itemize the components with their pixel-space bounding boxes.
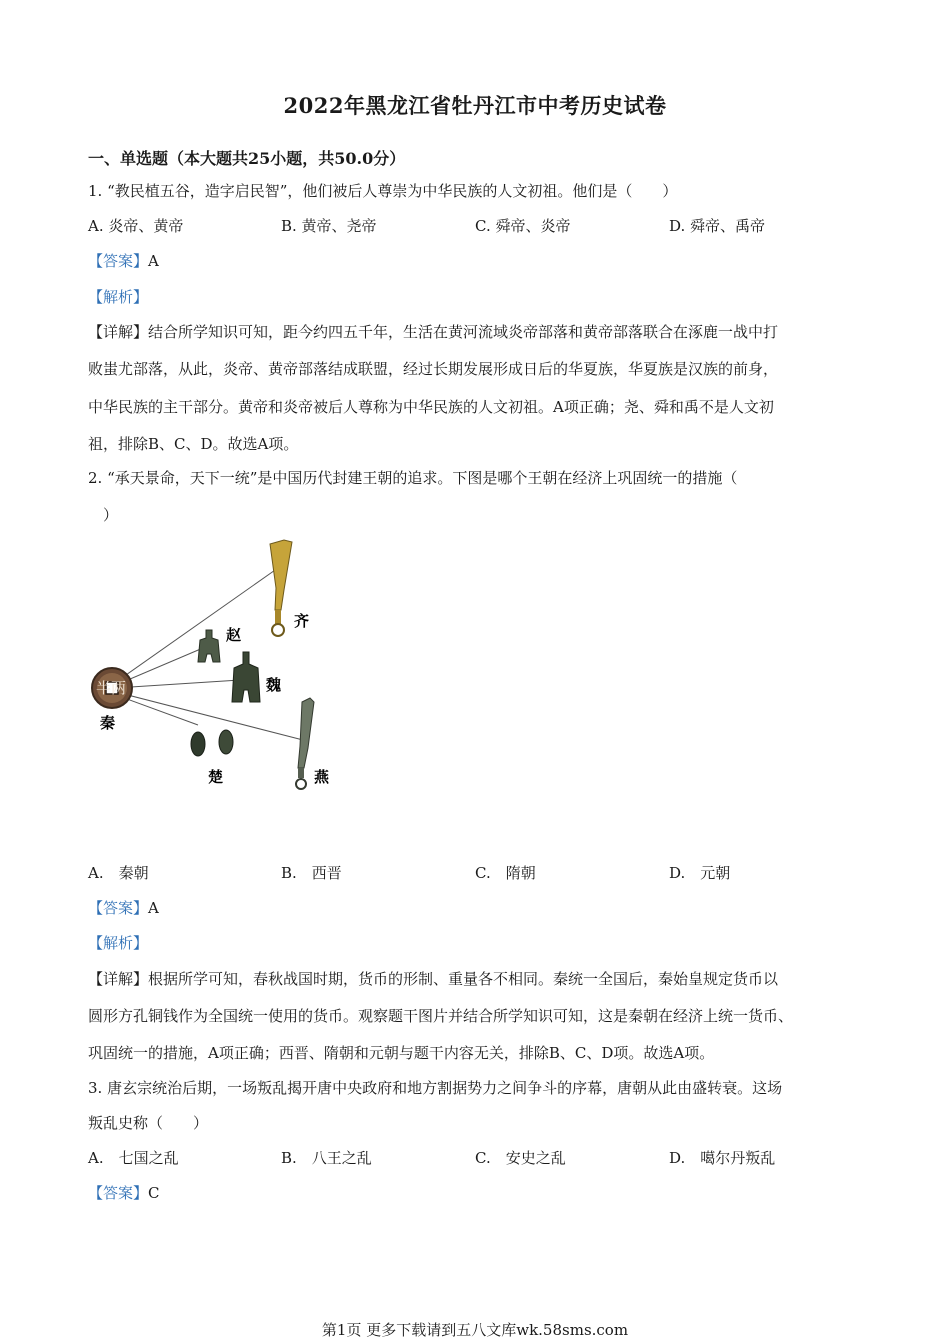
coin-inscription: 半两: [96, 679, 127, 697]
q1-detail-line: 中华民族的主干部分。黄帝和炎帝被后人尊称为中华民族的人文初祖。A项正确；尧、舜和禹不是人文初: [88, 398, 774, 416]
q2-answer: [88, 897, 159, 919]
q3-answer-value: C: [148, 1184, 160, 1202]
answer-label: 【答案】: [88, 899, 149, 917]
q3-option-d: D. 噶尔丹叛乱: [669, 1149, 776, 1167]
detail-label: 【详解】: [88, 323, 149, 341]
q3-stem: 3. 唐玄宗统治后期，一场叛乱揭开唐中央政府和地方割据势力之间争斗的序幕，唐朝从此由盛转衰。这场: [88, 1079, 783, 1097]
page-title: 2022年黑龙江省牡丹江市中考历史试卷: [283, 93, 667, 118]
q2-stem-cont: ）: [88, 506, 119, 524]
answer-label: 【答案】: [88, 252, 149, 270]
label-zhao: 赵: [226, 626, 242, 644]
q1-option-c: C. 舜帝、炎帝: [475, 217, 571, 235]
q1-detail-line: 败蚩尤部落，从此，炎帝、黄帝部落结成联盟，经过长期发展形成日后的华夏族，华夏族是汉族的前身，: [88, 360, 779, 378]
q2-option-c: C. 隋朝: [475, 864, 536, 882]
q1-answer-value: A: [148, 252, 159, 270]
qi-knife-coin-icon: [270, 540, 292, 636]
q2-stem: 2. “承天景命，天下一统”是中国历代封建王朝的追求。下图是哪个王朝在经济上巩固统一的措施（: [88, 469, 738, 487]
q3-option-b: B. 八王之乱: [281, 1149, 372, 1167]
yan-knife-coin-icon: [296, 698, 314, 789]
label-qi: 齐: [294, 612, 310, 630]
q1-analysis-label: [88, 286, 148, 308]
q1-answer: [88, 250, 159, 272]
line-to-qi: [116, 568, 278, 682]
q2-option-d: D. 元朝: [669, 864, 731, 882]
label-qin: 秦: [100, 714, 116, 732]
section-heading: 一、单选题（本大题共25小题，共50.0分）: [88, 149, 406, 168]
page-footer: 第1页 更多下载请到五八文库wk.58sms.com: [321, 1321, 629, 1339]
q1-option-a: A. 炎帝、黄帝: [88, 217, 184, 235]
label-yan: 燕: [314, 768, 330, 786]
analysis-label: 【解析】: [88, 288, 149, 306]
analysis-label: 【解析】: [88, 934, 149, 952]
q1-option-d: D. 舜帝、禹帝: [669, 217, 766, 235]
q2-detail-line: [88, 968, 778, 990]
line-to-yan: [116, 692, 303, 740]
q1-detail-line: [88, 321, 778, 343]
q1-options: [88, 215, 868, 237]
q3-option-a: A. 七国之乱: [88, 1149, 179, 1167]
chu-antnose-coin-icon: [191, 730, 233, 756]
q1-detail-text: 结合所学知识可知，距今约四五千年，生活在黄河流域炎帝部落和黄帝部落联合在涿鹿一战中打: [148, 323, 779, 341]
q2-option-b: B. 西晋: [281, 864, 342, 882]
label-chu: 楚: [208, 768, 224, 786]
q1-stem: 1. “教民植五谷，造字启民智”，他们被后人尊崇为中华民族的人文初祖。他们是（ ）: [88, 182, 678, 200]
q2-detail-line: 圆形方孔铜钱作为全国统一使用的货币。观察题干图片并结合所学知识可知，这是秦朝在经济上统一货币、: [88, 1007, 794, 1025]
q2-option-a: A. 秦朝: [88, 864, 149, 882]
qin-coin-icon: [92, 668, 132, 708]
q2-options: [88, 862, 868, 884]
q1-option-b: B. 黄帝、尧帝: [281, 217, 377, 235]
q2-detail-text: 根据所学可知，春秋战国时期，货币的形制、重量各不相同。秦统一全国后，秦始皇规定货币以: [148, 970, 779, 988]
q3-answer: [88, 1182, 160, 1204]
q3-stem-cont: 叛乱史称（ ）: [88, 1114, 209, 1132]
q1-detail-line: 祖，排除B、C、D。故选A项。: [88, 435, 299, 453]
coin-figure: [88, 530, 338, 810]
detail-label: 【详解】: [88, 970, 149, 988]
answer-label: 【答案】: [88, 1184, 149, 1202]
label-wei: 魏: [266, 676, 282, 694]
line-to-wei: [116, 680, 240, 688]
wei-spade-coin-icon: [232, 652, 260, 702]
q3-options: [88, 1147, 868, 1169]
q2-analysis-label: [88, 932, 148, 954]
q2-answer-value: A: [148, 899, 159, 917]
q2-detail-line: 巩固统一的措施，A项正确；西晋、隋朝和元朝与题干内容无关，排除B、C、D项。故选A项。: [88, 1044, 715, 1062]
q3-option-c: C. 安史之乱: [475, 1149, 566, 1167]
zhao-spade-coin-icon: [198, 630, 220, 662]
